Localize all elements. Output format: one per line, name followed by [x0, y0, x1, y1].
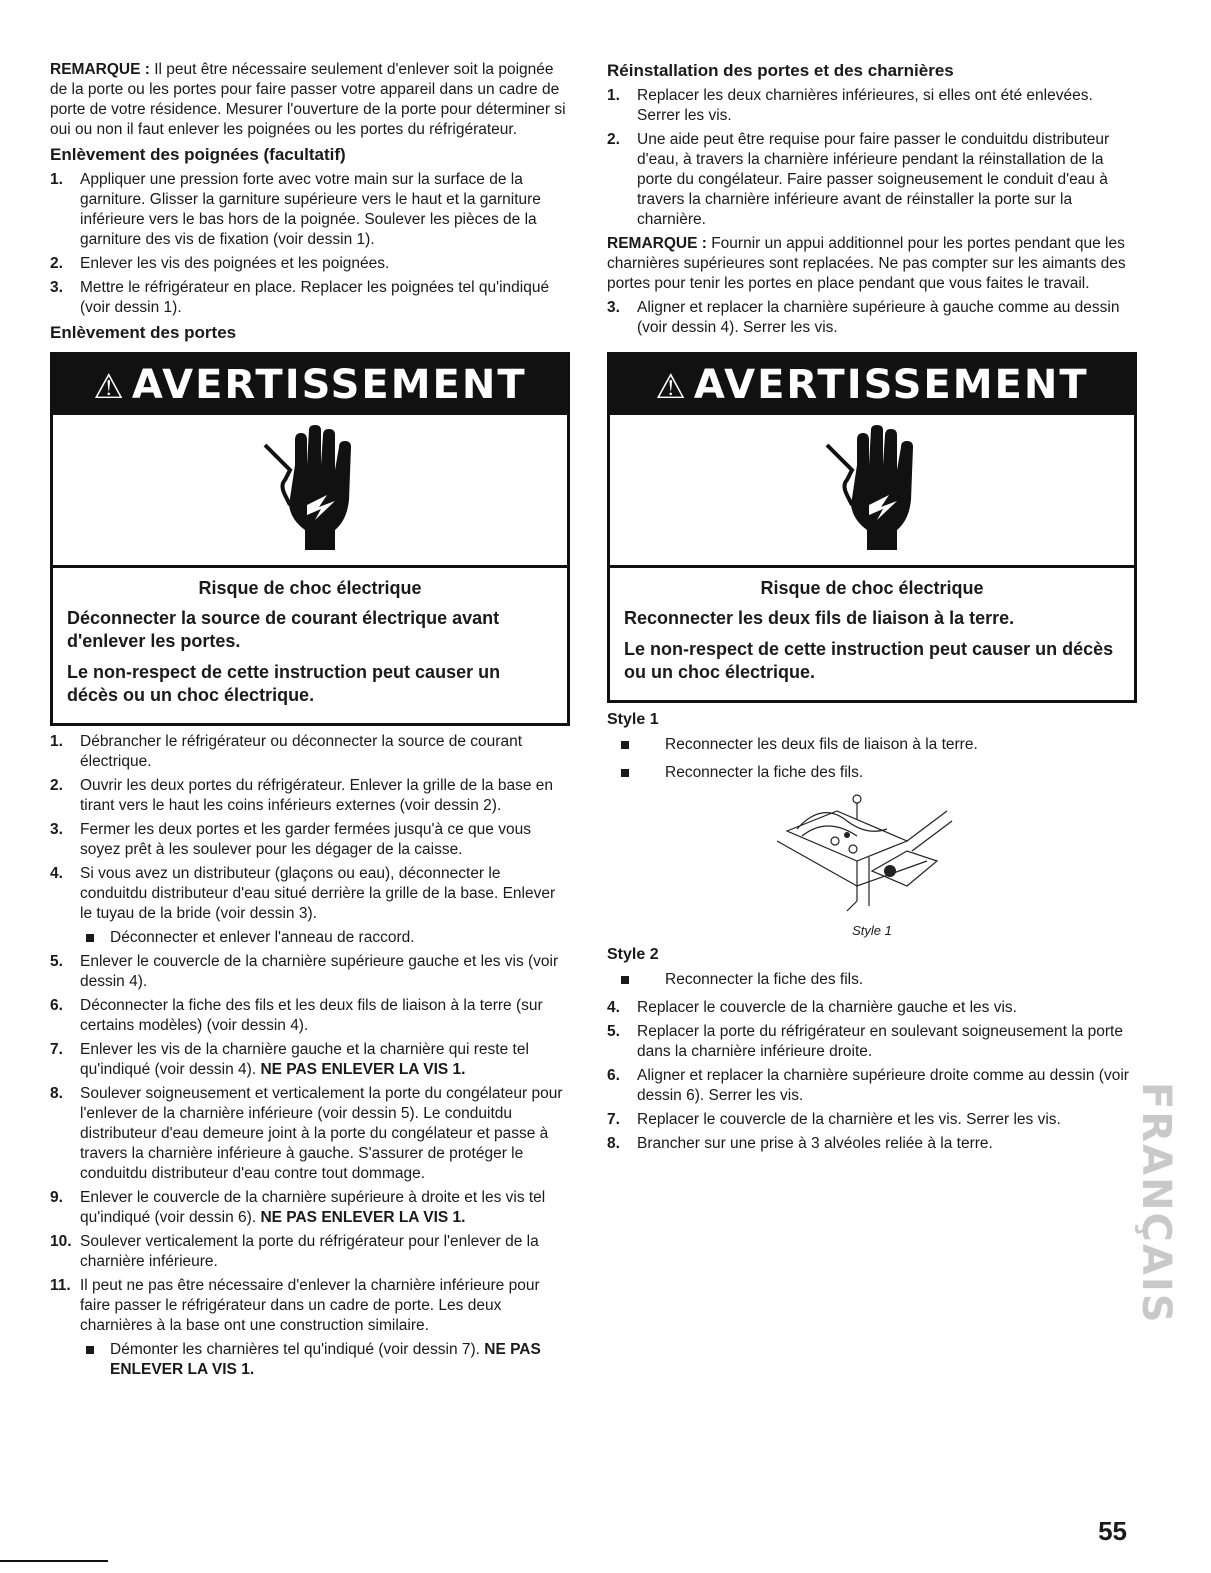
list-item	[607, 998, 1137, 1018]
step-number: 4.	[50, 865, 63, 882]
warning-header	[53, 355, 567, 415]
warning-line: Déconnecter la source de courant électrique avant d'enlever les portes.	[67, 608, 500, 651]
list-item	[50, 820, 570, 860]
warning-triangle-icon: ⚠	[655, 367, 688, 407]
step-text: Replacer les deux charnières inférieures, si elles ont été enlevées. Serrer les vis.	[637, 87, 1093, 124]
bullet-item	[80, 1340, 570, 1380]
step-text: Aligner et replacer la charnière supérieure à gauche comme au dessin (voir dessin 4). Serrer les vis.	[637, 299, 1120, 336]
step-number: 7.	[607, 1111, 620, 1128]
warning-header-text: AVERTISSEMENT	[131, 362, 527, 408]
warning-triangle-icon: ⚠	[93, 367, 126, 407]
step-number: 1.	[50, 171, 63, 188]
step-text: Déconnecter la fiche des fils et les deux fils de liaison à la terre (sur certains modèles) (voir dessin 4).	[80, 997, 543, 1034]
warning-line: Le non-respect de cette instruction peut causer un décès ou un choc électrique.	[624, 639, 1114, 682]
style1-heading: Style 1	[607, 711, 659, 728]
step-text: Aligner et replacer la charnière supérieure droite comme au dessin (voir dessin 6). Serrer les vis.	[637, 1067, 1129, 1104]
hinge-wiring-figure	[607, 791, 1137, 921]
warning-title: Risque de choc électrique	[198, 578, 422, 598]
sub-bullets	[80, 928, 570, 948]
list-item	[607, 1066, 1137, 1106]
list-item	[50, 278, 570, 318]
list-item	[50, 1276, 570, 1380]
warning-line: Reconnecter les deux fils de liaison à la terre.	[624, 608, 1015, 628]
warning-body	[53, 568, 567, 723]
step-text: Replacer la porte du réfrigérateur en soulevant soigneusement la porte dans la charnière inférieure droite.	[637, 1023, 1123, 1060]
remarque-text: Fournir un appui additionnel pour les portes pendant que les charnières supérieures sont replacées. Ne pas compter sur les aimants des portes pour tenir les portes en place pendant que vous faites le travail.	[607, 235, 1126, 292]
electric-shock-hand-icon	[610, 415, 1134, 568]
remarque-label: REMARQUE :	[50, 61, 150, 78]
list-item	[50, 1188, 570, 1228]
step-text: Débrancher le réfrigérateur ou déconnecter la source de courant électrique.	[80, 733, 523, 770]
step-number: 3.	[50, 821, 63, 838]
step-number: 1.	[607, 87, 620, 104]
heading-handles: Enlèvement des poignées (facultatif)	[50, 145, 346, 164]
list-item	[50, 732, 570, 772]
footer-rule	[0, 1560, 108, 1562]
style2-bullets	[607, 970, 1137, 990]
reinstall-steps-cont	[607, 298, 1137, 338]
page-number: 55	[1098, 1516, 1127, 1546]
step-text: Appliquer une pression forte avec votre main sur la surface de la garniture. Glisser la garniture supérieure vers le haut et la garniture inférieure vers le bas hors de la poignée. Soulever les pièces de la garniture des vis de fixation (voir dessin 1).	[80, 171, 541, 248]
list-item	[607, 1022, 1137, 1062]
remarque-text: Il peut être nécessaire seulement d'enlever soit la poignée de la porte ou les portes pour faire passer votre appareil dans un cadre de porte de votre résidence. Mesurer l'ouverture de la porte pour déterminer si oui ou non il faut enlever les poignées ou les portes du réfrigérateur.	[50, 61, 566, 138]
list-item	[50, 776, 570, 816]
list-item	[607, 86, 1137, 126]
warning-header	[610, 355, 1134, 415]
step-number: 3.	[607, 299, 620, 316]
list-item	[50, 864, 570, 948]
list-item	[607, 1110, 1137, 1130]
remarque-label: REMARQUE :	[607, 235, 707, 252]
step-number: 8.	[50, 1085, 63, 1102]
step-text: Ouvrir les deux portes du réfrigérateur. Enlever la grille de la base en tirant vers le haut les coins inférieurs externes (voir dessin 2).	[80, 777, 553, 814]
step-number: 6.	[607, 1067, 620, 1084]
sub-bullets	[80, 1340, 570, 1380]
step-text: Brancher sur une prise à 3 alvéoles reliée à la terre.	[637, 1135, 993, 1152]
bullet-text-bold: NE PAS ENLEVER LA VIS 1.	[110, 1341, 541, 1378]
list-item	[607, 298, 1137, 338]
list-item	[50, 1040, 570, 1080]
figure-caption: Style 1	[852, 923, 892, 938]
step-text: Soulever verticalement la porte du réfrigérateur pour l'enlever de la charnière inférieure.	[80, 1233, 539, 1270]
step-number: 8.	[607, 1135, 620, 1152]
list-item	[607, 1134, 1137, 1154]
step-text: Replacer le couvercle de la charnière gauche et les vis.	[637, 999, 1017, 1016]
step-text: Enlever le couvercle de la charnière supérieure gauche et les vis (voir dessin 4).	[80, 953, 559, 990]
handles-steps	[50, 170, 570, 318]
warning-line: Le non-respect de cette instruction peut causer un décès ou un choc électrique.	[67, 662, 501, 705]
bullet-item: Reconnecter la fiche des fils.	[607, 763, 1137, 783]
heading-doors: Enlèvement des portes	[50, 323, 237, 342]
step-number: 2.	[607, 131, 620, 148]
step-number: 10.	[50, 1233, 72, 1250]
step-text-bold: NE PAS ENLEVER LA VIS 1.	[260, 1209, 466, 1226]
electric-shock-hand-icon	[53, 415, 567, 568]
left-column	[50, 60, 570, 1384]
step-number: 5.	[50, 953, 63, 970]
warning-title: Risque de choc électrique	[760, 578, 984, 598]
style1-bullets	[607, 735, 1137, 783]
warning-box	[50, 352, 570, 726]
right-column	[607, 60, 1137, 1158]
reinstall-steps	[607, 86, 1137, 230]
warning-box	[607, 352, 1137, 703]
step-text: Fermer les deux portes et les garder fermées jusqu'à ce que vous soyez prêt à les soulever pour les dégager de la caisse.	[80, 821, 531, 858]
step-number: 9.	[50, 1189, 63, 1206]
step-number: 1.	[50, 733, 63, 750]
list-item	[50, 1232, 570, 1272]
reinstall-steps-final	[607, 998, 1137, 1154]
heading-reinstall: Réinstallation des portes et des charnières	[607, 61, 954, 80]
step-text: Enlever les vis de la charnière gauche et la charnière qui reste tel qu'indiqué (voir dessin 4).	[80, 1041, 529, 1078]
step-text: Enlever le couvercle de la charnière supérieure à droite et les vis tel qu'indiqué (voir dessin 6).	[80, 1189, 546, 1226]
list-item	[50, 996, 570, 1036]
language-side-tab: FRANÇAIS	[1133, 1082, 1179, 1325]
step-number: 6.	[50, 997, 63, 1014]
step-number: 2.	[50, 255, 63, 272]
step-text: Replacer le couvercle de la charnière et les vis. Serrer les vis.	[637, 1111, 1061, 1128]
bullet-item: Reconnecter la fiche des fils.	[607, 970, 1137, 990]
step-text: Enlever les vis des poignées et les poignées.	[80, 255, 390, 272]
step-number: 3.	[50, 279, 63, 296]
bullet-item: Déconnecter et enlever l'anneau de raccord.	[80, 928, 570, 948]
door-removal-steps	[50, 732, 570, 1380]
warning-body	[610, 568, 1134, 700]
bullet-text: Démonter les charnières tel qu'indiqué (voir dessin 7).	[110, 1341, 485, 1358]
step-number: 7.	[50, 1041, 63, 1058]
step-number: 4.	[607, 999, 620, 1016]
warning-header-text: AVERTISSEMENT	[693, 362, 1089, 408]
list-item	[50, 254, 570, 274]
step-text-bold: NE PAS ENLEVER LA VIS 1.	[260, 1061, 466, 1078]
step-number: 5.	[607, 1023, 620, 1040]
step-number: 11.	[50, 1277, 71, 1294]
step-number: 2.	[50, 777, 63, 794]
list-item	[50, 952, 570, 992]
step-text: Une aide peut être requise pour faire passer le conduitdu distributeur d'eau, à travers la charnière inférieure pendant la réinstallation de la porte du congélateur. Faire passer soigneusement le conduit d'eau à travers la charnière inférieure avant de réinstaller la porte sur la charnière.	[637, 131, 1110, 228]
step-text: Soulever soigneusement et verticalement la porte du congélateur pour l'enlever de la charnière inférieure (voir dessin 5). Le conduitdu distributeur d'eau demeure joint à la porte du congélateur et passe à travers la charnière inférieure à gauche. S'assurer de protéger le conduitdu distributeur d'eau contre tout dommage.	[80, 1085, 563, 1182]
step-text: Il peut ne pas être nécessaire d'enlever la charnière inférieure pour faire passer le réfrigérateur dans un cadre de porte. Les deux charnières à la base ont une construction similaire.	[80, 1277, 540, 1334]
list-item	[50, 1084, 570, 1184]
list-item	[607, 130, 1137, 230]
style2-heading: Style 2	[607, 946, 659, 963]
bullet-item: Reconnecter les deux fils de liaison à la terre.	[607, 735, 1137, 755]
remarque-paragraph	[50, 60, 570, 140]
remarque-paragraph	[607, 234, 1137, 294]
step-text: Mettre le réfrigérateur en place. Replacer les poignées tel qu'indiqué (voir dessin 1).	[80, 279, 550, 316]
list-item	[50, 170, 570, 250]
step-text: Si vous avez un distributeur (glaçons ou eau), déconnecter le conduitdu distributeur d'eau situé derrière la grille de la base. Enlever le tuyau de la bride (voir dessin 3).	[80, 865, 556, 922]
